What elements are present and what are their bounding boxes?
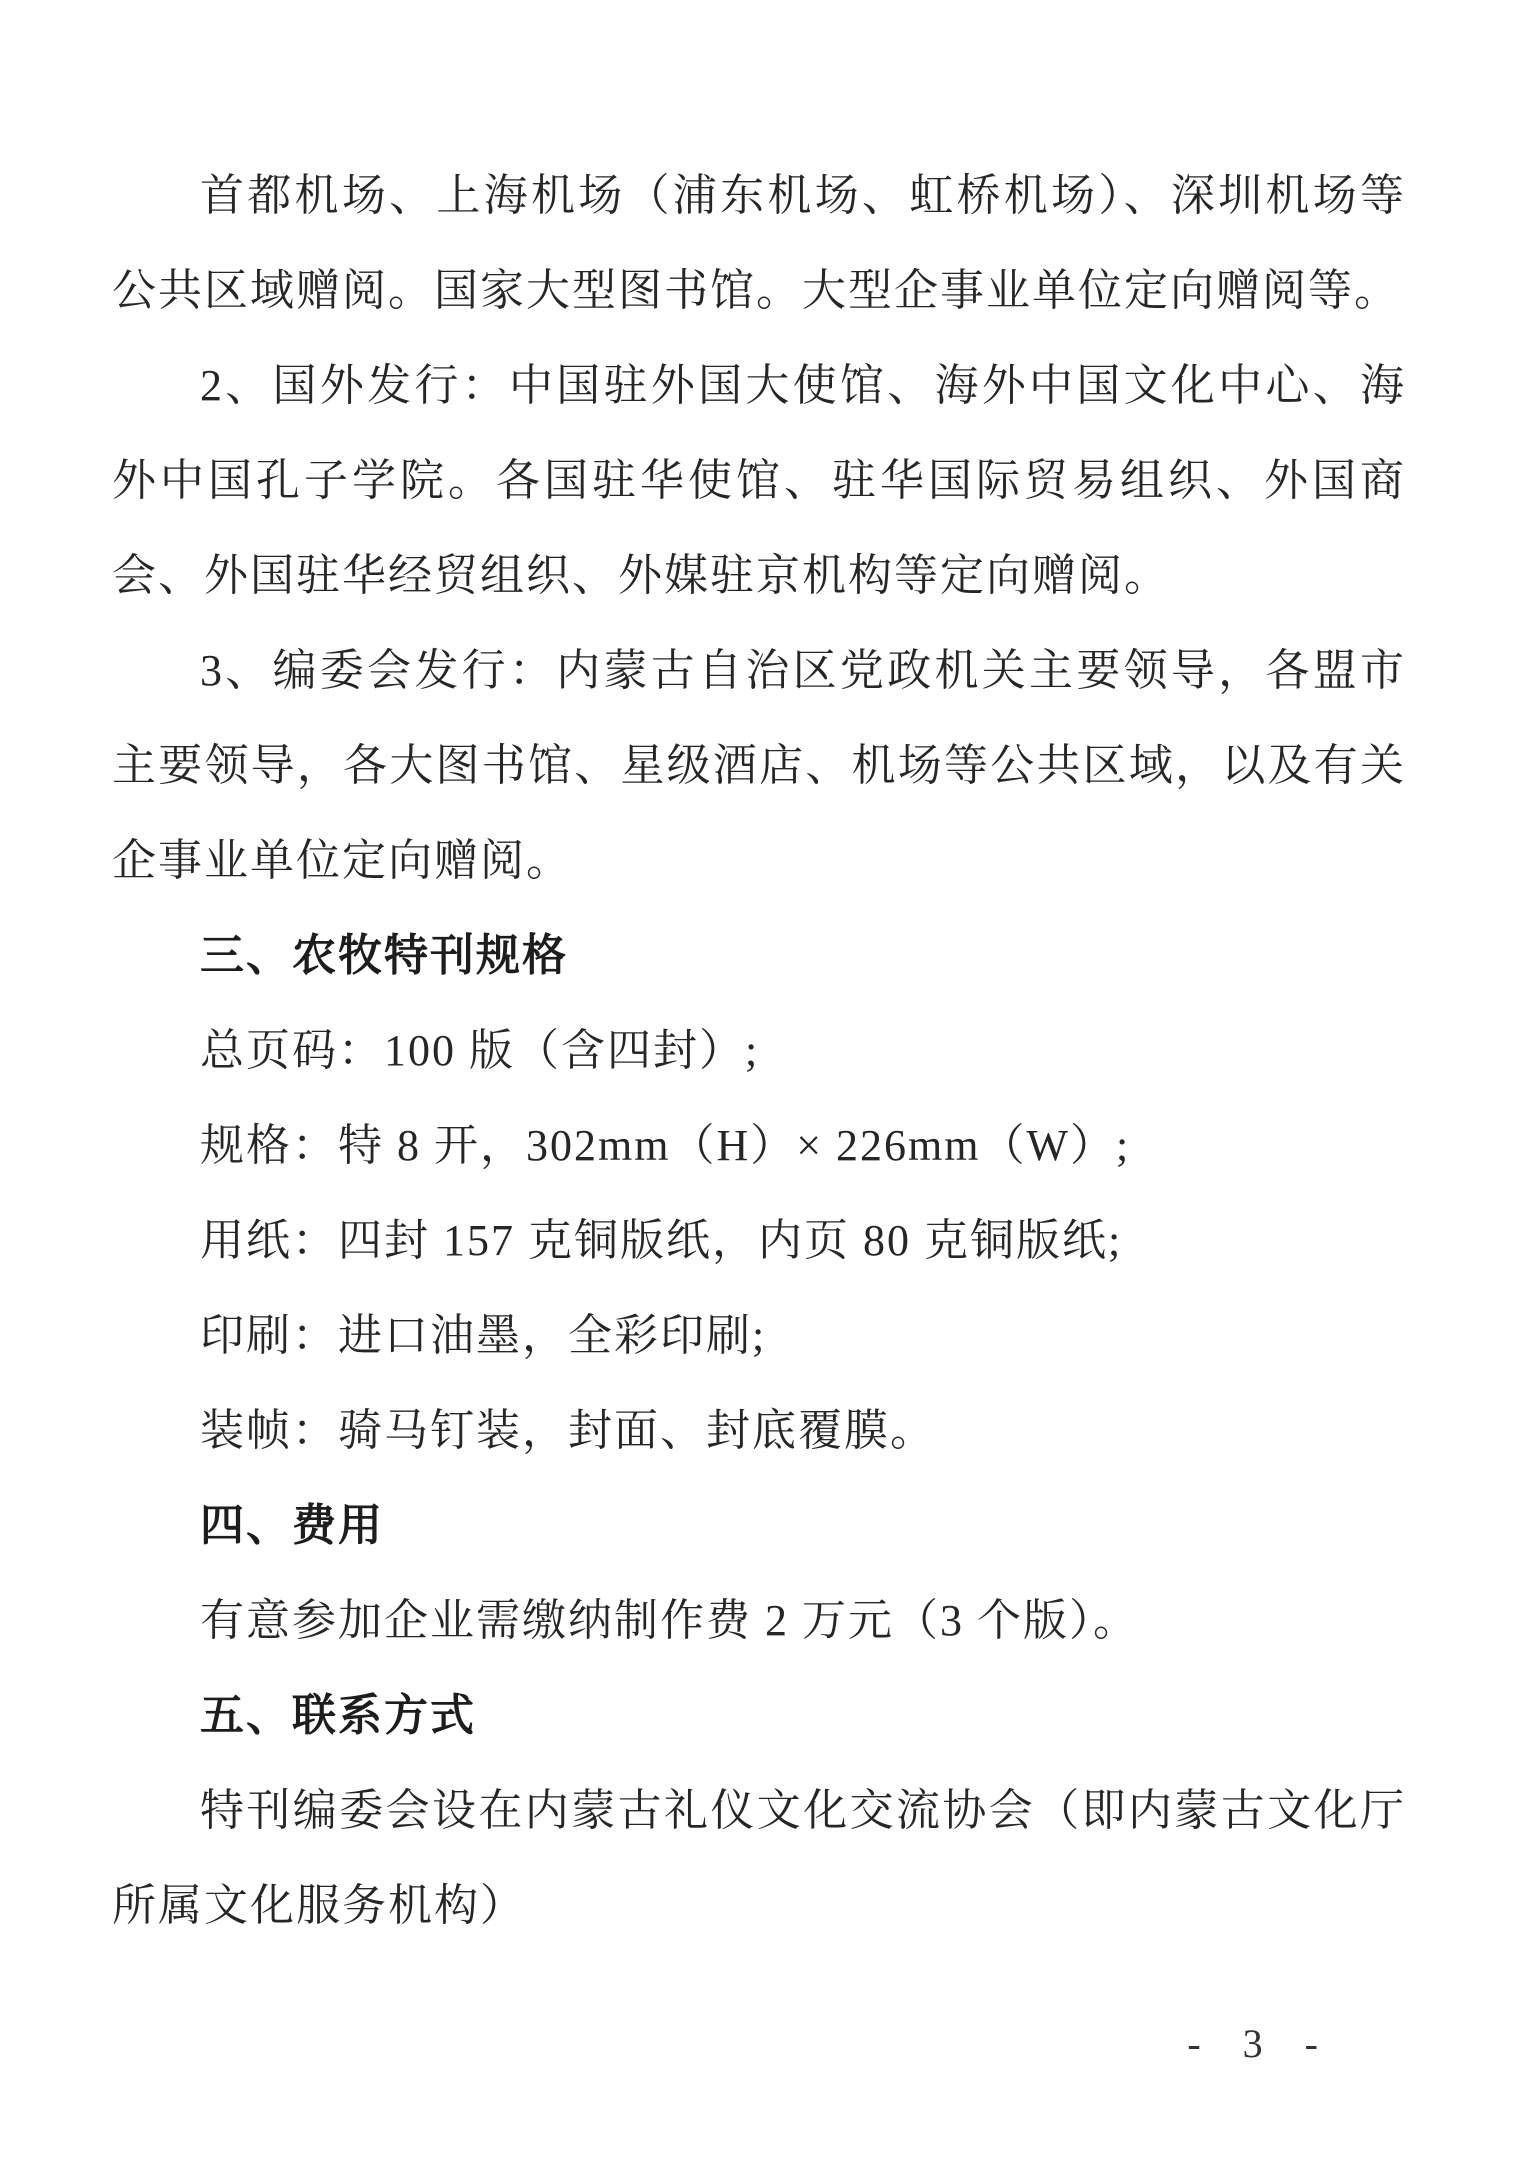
body-paragraph-editorial-board-distribution: 3、编委会发行：内蒙古自治区党政机关主要领导，各盟市主要领导，各大图书馆、星级酒店、机场等公共区域，以及有关企事业单位定向赠阅。 xyxy=(112,646,1406,885)
section-heading-contact: 五、联系方式 xyxy=(200,1691,476,1740)
body-paragraph-fee: 有意参加企业需缴纳制作费 2 万元（3 个版）。 xyxy=(200,1596,1139,1645)
spec-line-printing: 印刷：进口油墨，全彩印刷; xyxy=(200,1311,767,1360)
section-heading-specifications: 三、农牧特刊规格 xyxy=(200,931,568,980)
body-paragraph-contact: 特刊编委会设在内蒙古礼仪文化交流协会（即内蒙古文化厅所属文化服务机构） xyxy=(112,1786,1406,1930)
spec-line-binding: 装帧：骑马钉装，封面、封底覆膜。 xyxy=(200,1406,936,1455)
body-paragraph-domestic-distribution: 首都机场、上海机场（浦东机场、虹桥机场）、深圳机场等公共区域赠阅。国家大型图书馆。大型企事业单位定向赠阅等。 xyxy=(112,171,1406,315)
body-paragraph-overseas-distribution: 2、国外发行：中国驻外国大使馆、海外中国文化中心、海外中国孔子学院。各国驻华使馆、驻华国际贸易组织、外国商会、外国驻华经贸组织、外媒驻京机构等定向赠阅。 xyxy=(112,361,1406,600)
document-body xyxy=(112,148,1406,1953)
spec-line-format: 规格：特 8 开，302mm（H）× 226mm（W）; xyxy=(200,1121,1131,1170)
spec-line-paper: 用纸：四封 157 克铜版纸，内页 80 克铜版纸; xyxy=(200,1216,1123,1265)
page-number: - 3 - xyxy=(1187,2021,1334,2066)
section-heading-fees: 四、费用 xyxy=(200,1501,384,1550)
spec-line-total-pages: 总页码：100 版（含四封）; xyxy=(200,1026,760,1075)
